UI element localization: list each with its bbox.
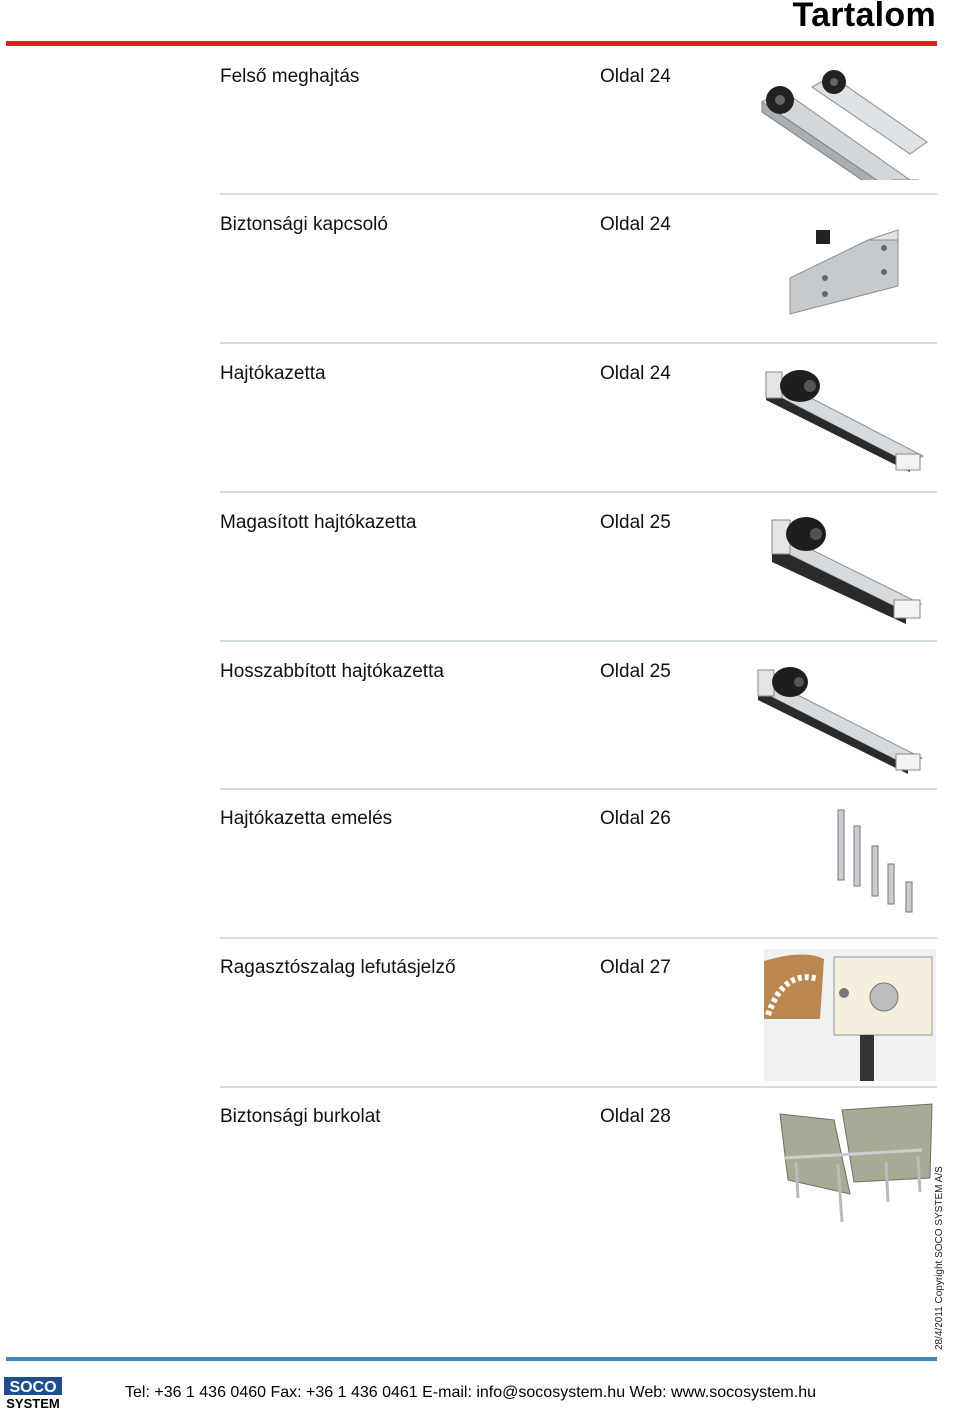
toc-label: Biztonsági burkolat	[220, 1106, 381, 1127]
row-separator	[220, 491, 937, 493]
toc-label: Biztonsági kapcsoló	[220, 214, 388, 235]
side-copyright: 28/4/2011 Copyright SOCO SYSTEM A/S	[934, 1166, 945, 1350]
footer-contact: Tel: +36 1 436 0460 Fax: +36 1 436 0461 E-mail: info@socosystem.hu Web: www.socosystem.hu	[125, 1384, 816, 1401]
row-separator	[220, 640, 937, 642]
toc-label: Hajtókazetta	[220, 363, 326, 384]
toc-page: Oldal 24	[600, 363, 671, 384]
logo-bottom-text: SYSTEM	[6, 1396, 60, 1409]
toc-label: Hosszabbított hajtókazetta	[220, 661, 444, 682]
toc-page: Oldal 24	[600, 66, 671, 87]
extended-drive-cassette-image	[752, 660, 930, 776]
toc-label: Felső meghajtás	[220, 66, 360, 87]
toc-label: Magasított hajtókazetta	[220, 512, 417, 533]
toc-page: Oldal 28	[600, 1106, 671, 1127]
toc-page: Oldal 25	[600, 661, 671, 682]
page-title: Tartalom	[792, 0, 936, 34]
logo-top-text: SOCO	[9, 1379, 57, 1396]
row-separator	[220, 1086, 937, 1088]
upper-drive-image	[752, 62, 932, 180]
row-separator	[220, 342, 937, 344]
cassette-lift-image	[830, 808, 930, 920]
toc-page: Oldal 27	[600, 957, 671, 978]
toc-page: Oldal 24	[600, 214, 671, 235]
soco-system-logo	[4, 1377, 62, 1409]
footer-rule	[6, 1357, 937, 1361]
safety-switch-image	[778, 226, 928, 322]
row-separator	[220, 788, 937, 790]
toc-label: Ragasztószalag lefutásjelző	[220, 957, 456, 978]
toc-label: Hajtókazetta emelés	[220, 808, 393, 829]
header-rule	[6, 41, 937, 46]
drive-cassette-image	[758, 360, 930, 476]
toc-page: Oldal 26	[600, 808, 671, 829]
toc-page: Oldal 25	[600, 512, 671, 533]
row-separator	[220, 193, 937, 195]
raised-drive-cassette-image	[766, 512, 930, 628]
tape-end-detector-image	[764, 949, 936, 1081]
row-separator	[220, 937, 937, 939]
safety-cover-image	[776, 1102, 934, 1224]
